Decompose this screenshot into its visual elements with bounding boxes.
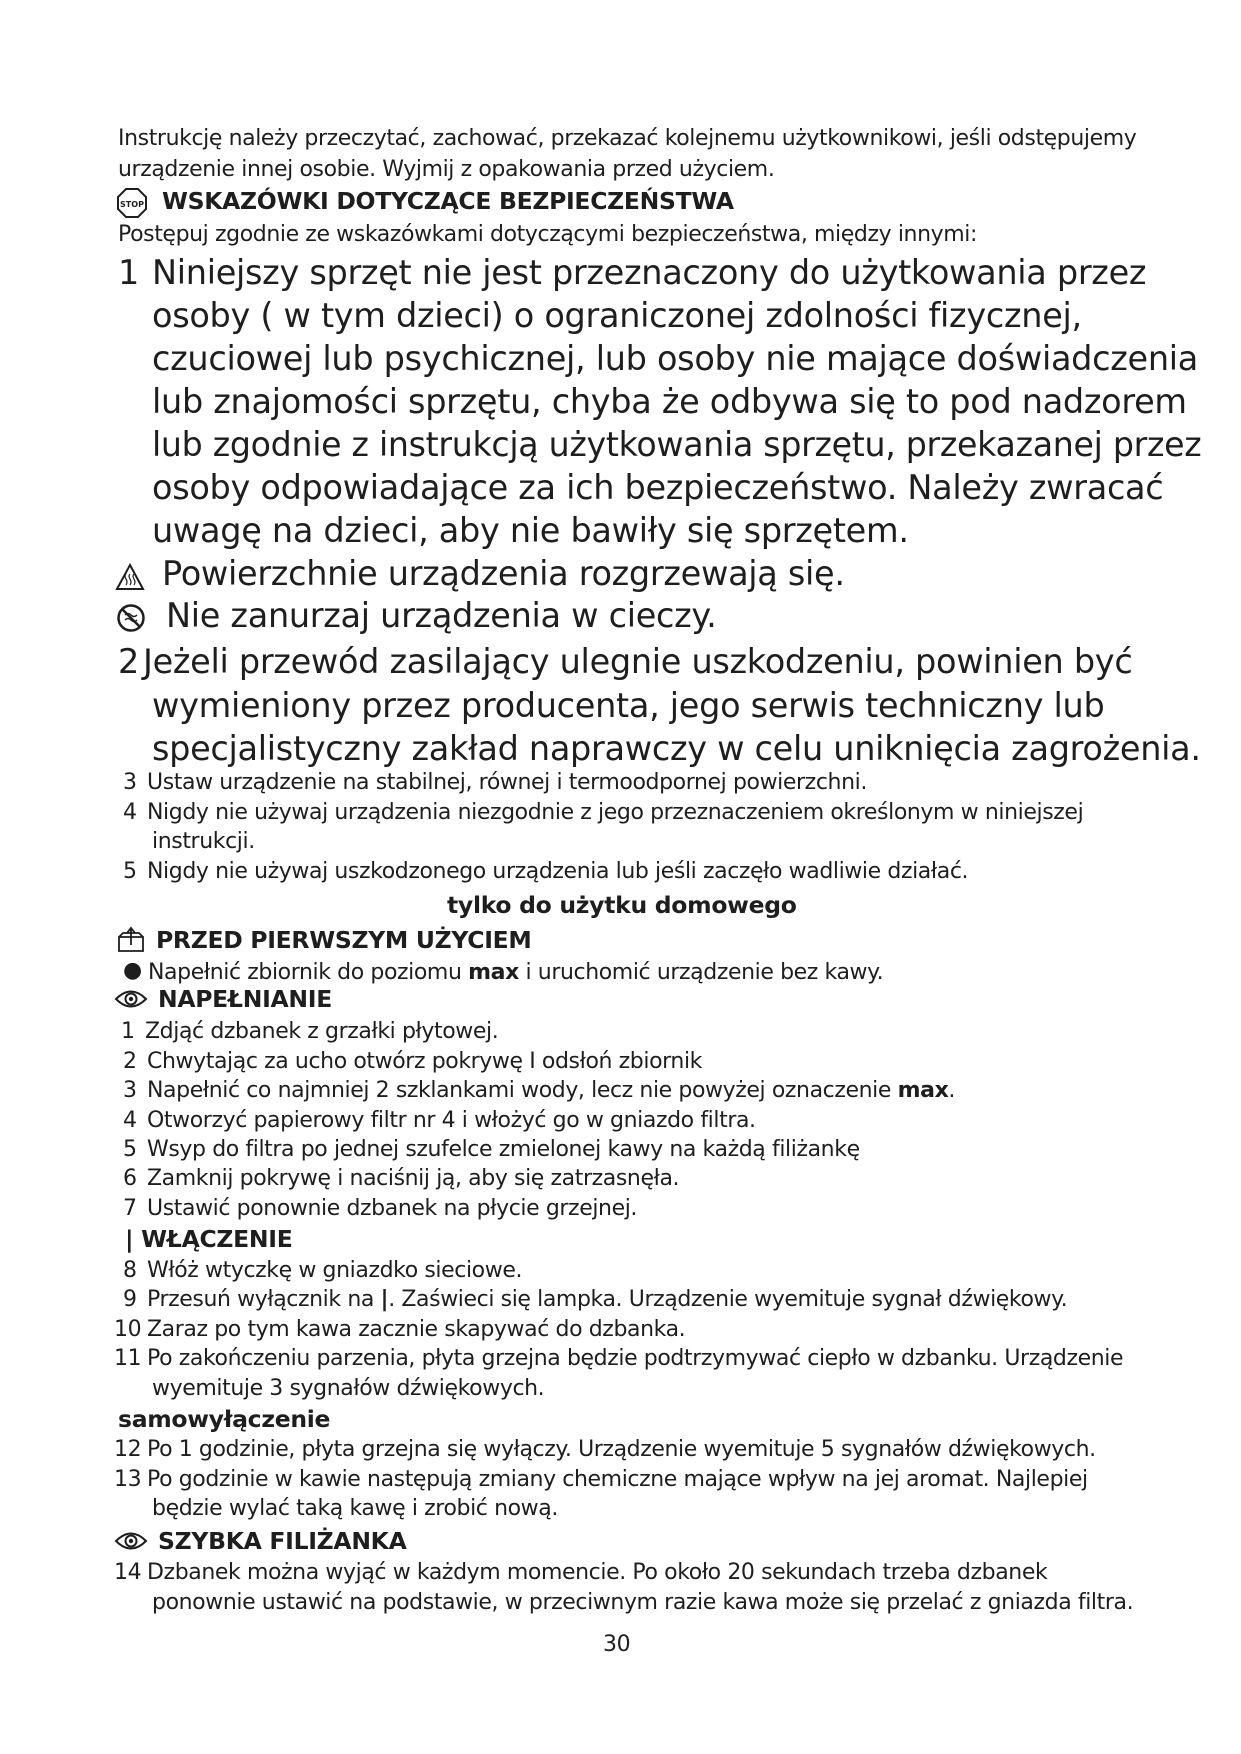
auto-off-step: Po godzinie w kawie następują zmiany chemiczne mające wpływ na jej aromat. Najlepiej <box>147 1467 1088 1492</box>
filling-step-number: 3 <box>123 1078 137 1103</box>
safety-item-3-number: 3 <box>123 770 137 795</box>
switch-on-step: Zaraz po tym kawa zacznie skapywać do dzbanka. <box>147 1317 686 1342</box>
quick-cup-step-number: 14 <box>114 1560 142 1585</box>
quick-cup-step: Dzbanek można wyjąć w każdym momencie. Po około 20 sekundach trzeba dzbanek <box>147 1560 1048 1585</box>
filling-step: Otworzyć papierowy filtr nr 4 i włożyć go w gniazdo filtra. <box>147 1108 756 1133</box>
filling-step: Wsyp do filtra po jednej szufelce zmielonej kawy na każdą filiżankę <box>147 1137 860 1162</box>
safety-item-2-line: specjalistyczny zakład naprawczy w celu uniknięcia zagrożenia. <box>152 729 1201 768</box>
safety-item-1-line: osoby odpowiadające za ich bezpieczeństwo. Należy zwracać <box>152 468 1164 507</box>
page-number: 30 <box>603 1632 631 1657</box>
safety-item-1-line: lub znajomości sprzętu, chyba że odbywa się to pod nadzorem <box>152 382 1187 421</box>
switch-on-step: Przesuń wyłącznik na |. Zaświeci się lampka. Urządzenie wyemituje sygnał dźwiękowy. <box>147 1287 1068 1312</box>
filling-step-number: 6 <box>123 1166 137 1191</box>
hot-surface-warning: Powierzchnie urządzenia rozgrzewają się. <box>162 554 845 593</box>
safety-item-5-number: 5 <box>123 859 137 884</box>
filling-step: Ustawić ponownie dzbanek na płycie grzejnej. <box>147 1196 638 1221</box>
safety-item-1-line: lub zgodnie z instrukcją użytkowania sprzętu, przekazanej przez <box>152 425 1202 464</box>
auto-off-step-cont: będzie wylać taką kawę i zrobić nową. <box>152 1496 558 1521</box>
auto-off-step-number: 12 <box>114 1437 142 1462</box>
quick-cup-step-cont: ponownie ustawić na podstawie, w przeciwnym razie kawa może się przelać z gniazda filtra. <box>152 1590 1134 1615</box>
safety-item-1-line: czuciowej lub psychicznej, lub osoby nie mające doświadczenia <box>152 339 1199 378</box>
safety-item-1-line: Niniejszy sprzęt nie jest przeznaczony do użytkowania przez <box>152 253 1147 292</box>
switch-on-heading: | WŁĄCZENIE <box>125 1225 293 1253</box>
switch-on-step-number: 11 <box>114 1346 142 1371</box>
switch-on-step-number: 9 <box>123 1287 137 1312</box>
filling-step-number: 5 <box>123 1137 137 1162</box>
intro-line-1: Instrukcję należy przeczytać, zachować, przekazać kolejnemu użytkownikowi, jeśli odstępujemy <box>118 126 1137 151</box>
intro-line-2: urządzenie innej osobie. Wyjmij z opakowania przed użyciem. <box>118 157 775 182</box>
safety-item-1-line: uwagę na dzieci, aby nie bawiły się sprzętem. <box>152 511 909 550</box>
filling-step-number: 2 <box>123 1049 137 1074</box>
safety-item-5: Nigdy nie używaj uszkodzonego urządzenia lub jeśli zaczęło wadliwie działać. <box>147 859 969 884</box>
filling-step: Zamknij pokrywę i naciśnij ją, aby się zatrzasnęła. <box>147 1166 680 1191</box>
filling-step: Chwytając za ucho otwórz pokrywę I odsłoń zbiornik <box>147 1049 702 1074</box>
filling-step-number: 7 <box>123 1196 137 1221</box>
quick-cup-heading: SZYBKA FILIŻANKA <box>158 1527 407 1555</box>
bullet-icon: ● <box>123 958 142 983</box>
safety-item-1-line: osoby ( w tym dzieci) o ograniczonej zdolności fizycznej, <box>152 296 1082 335</box>
safety-item-2-line: wymieniony przez producenta, jego serwis techniczny lub <box>152 686 1105 725</box>
safety-item-1-number: 1 <box>118 253 140 292</box>
safety-item-4-cont: instrukcji. <box>152 829 255 854</box>
auto-off-step-number: 13 <box>114 1467 142 1492</box>
first-use-instruction: Napełnić zbiornik do poziomu max i uruchomić urządzenie bez kawy. <box>148 960 884 985</box>
safety-heading: WSKAZÓWKI DOTYCZĄCE BEZPIECZEŃSTWA <box>162 187 734 215</box>
switch-on-step-number: 10 <box>114 1317 142 1342</box>
first-use-heading: PRZED PIERWSZYM UŻYCIEM <box>156 926 532 954</box>
filling-step: Napełnić co najmniej 2 szklankami wody, lecz nie powyżej oznaczenie max. <box>147 1078 955 1103</box>
safety-item-4: Nigdy nie używaj urządzenia niezgodnie z jego przeznaczeniem określonym w niniejszej <box>147 800 1084 825</box>
household-use-note: tylko do użytku domowego <box>447 891 797 919</box>
filling-heading: NAPEŁNIANIE <box>158 985 332 1013</box>
safety-item-3: Ustaw urządzenie na stabilnej, równej i termoodpornej powierzchni. <box>147 770 867 795</box>
filling-step: Zdjąć dzbanek z grzałki płytowej. <box>145 1019 499 1044</box>
auto-off-step: Po 1 godzinie, płyta grzejna się wyłączy. Urządzenie wyemituje 5 sygnałów dźwiękowych. <box>147 1437 1096 1462</box>
auto-off-heading: samowyłączenie <box>118 1405 331 1433</box>
no-immerse-warning: Nie zanurzaj urządzenia w cieczy. <box>166 596 717 635</box>
safety-item-2-line: Jeżeli przewód zasilający ulegnie uszkodzeniu, powinien być <box>143 642 1133 681</box>
switch-on-step: Po zakończeniu parzenia, płyta grzejna będzie podtrzymywać ciepło w dzbanku. Urządzenie <box>147 1346 1124 1371</box>
switch-on-step-number: 8 <box>123 1258 137 1283</box>
filling-step-number: 4 <box>123 1108 137 1133</box>
safety-item-4-number: 4 <box>123 800 137 825</box>
switch-on-step: Włóż wtyczkę w gniazdko sieciowe. <box>147 1258 523 1283</box>
safety-item-2-number: 2 <box>118 642 140 681</box>
safety-subtitle: Postępuj zgodnie ze wskazówkami dotyczącymi bezpieczeństwa, między innymi: <box>118 222 977 247</box>
filling-step-number: 1 <box>121 1019 135 1044</box>
switch-on-step-cont: wyemituje 3 sygnałów dźwiękowych. <box>152 1376 545 1401</box>
svg-text:STOP: STOP <box>120 200 144 209</box>
